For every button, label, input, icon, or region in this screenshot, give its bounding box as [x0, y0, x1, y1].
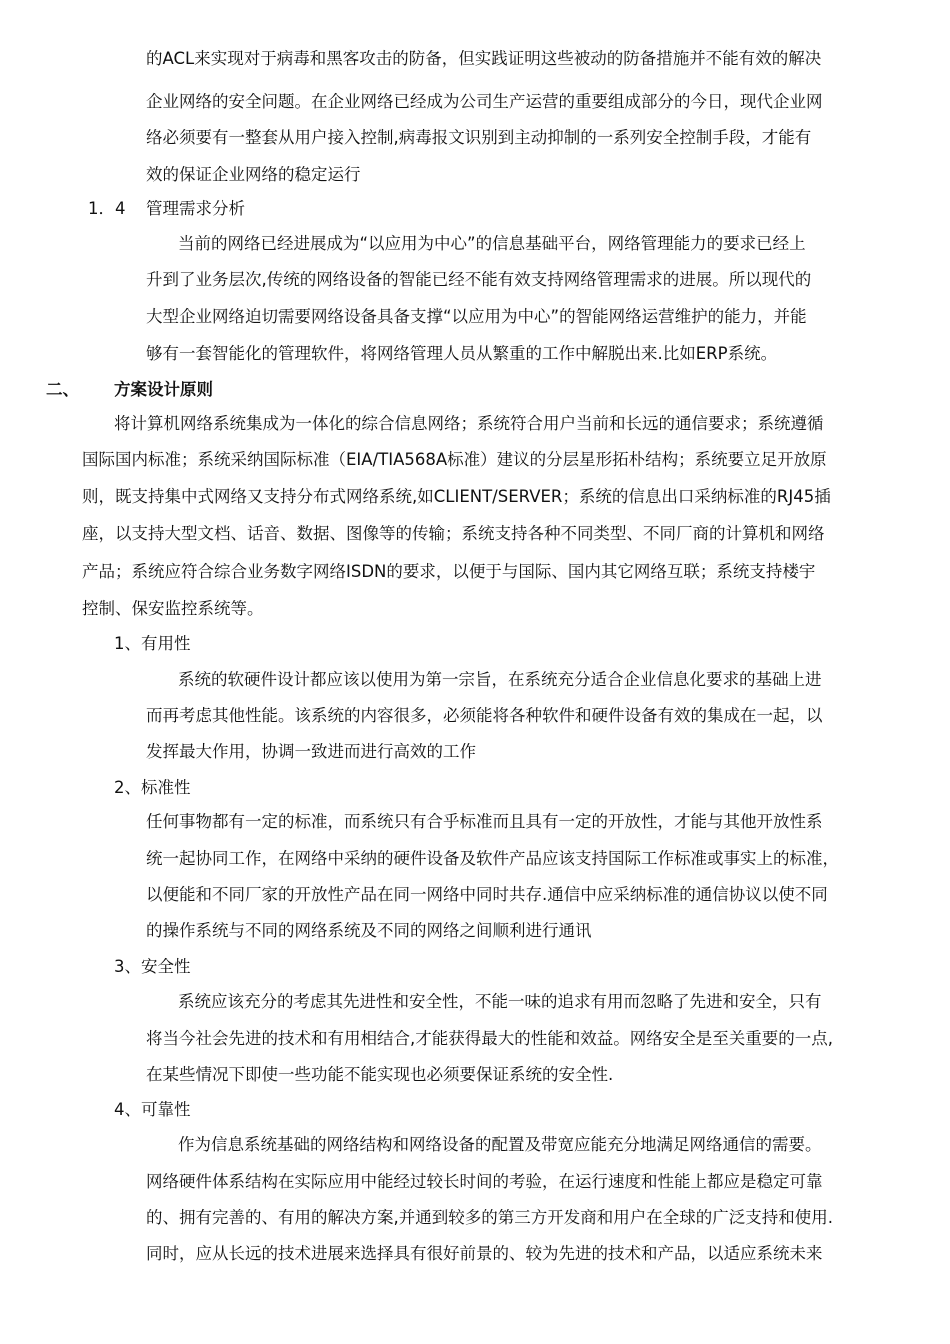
- principle-title: 3、安全性: [114, 957, 191, 976]
- paragraph-line: 而再考虑其他性能。该系统的内容很多，必须能将各种软件和硬件设备有效的集成在一起，以: [146, 706, 823, 725]
- section-title: 方案设计原则: [114, 380, 213, 399]
- paragraph-line: 将当今社会先进的技术和有用相结合,才能获得最大的性能和效益。网络安全是至关重要的一点,: [146, 1029, 833, 1048]
- paragraph-line: 升到了业务层次,传统的网络设备的智能已经不能有效支持网络管理需求的进展。所以现代的: [146, 270, 812, 289]
- paragraph-line: 则，既支持集中式网络又支持分布式网络系统,如CLIENT/SERVER；系统的信息出口采纳标准的RJ45插: [82, 487, 831, 506]
- paragraph-line: 作为信息系统基础的网络结构和网络设备的配置及带宽应能充分地满足网络通信的需要。: [178, 1135, 822, 1154]
- paragraph-line: 将计算机网络系统集成为一体化的综合信息网络；系统符合用户当前和长远的通信要求；系统遵循: [114, 414, 824, 433]
- paragraph-line: 国际国内标准；系统采纳国际标准（EIA/TIA568A标准）建议的分层星形拓朴结构；系统要立足开放原: [82, 450, 827, 469]
- paragraph-line: 同时，应从长远的技术进展来选择具有很好前景的、较为先进的技术和产品，以适应系统未来: [146, 1244, 823, 1263]
- principle-title: 4、可靠性: [114, 1100, 191, 1119]
- paragraph-line: 效的保证企业网络的稳定运行: [146, 165, 361, 184]
- paragraph-line: 在某些情况下即使一些功能不能实现也必须要保证系统的安全性.: [146, 1065, 614, 1084]
- section-title: 管理需求分析: [146, 199, 245, 218]
- paragraph-line: 络必须要有一整套从用户接入控制,病毒报文识别到主动抑制的一系列安全控制手段，才能有: [146, 128, 812, 147]
- paragraph-line: 发挥最大作用，协调一致进而进行高效的工作: [146, 742, 476, 761]
- paragraph-line: 系统的软硬件设计都应该以使用为第一宗旨，在系统充分适合企业信息化要求的基础上进: [178, 670, 822, 689]
- paragraph-line: 以便能和不同厂家的开放性产品在同一网络中同时共存.通信中应采纳标准的通信协议以使不同: [146, 885, 828, 904]
- paragraph-line: 座，以支持大型文档、话音、数据、图像等的传输；系统支持各种不同类型、不同厂商的计算机和网络: [82, 524, 825, 543]
- paragraph-line: 控制、保安监控系统等。: [82, 599, 264, 618]
- paragraph-line: 产品；系统应符合综合业务数字网络ISDN的要求，以便于与国际、国内其它网络互联；系统支持楼宇: [82, 562, 816, 581]
- section-number: 1．4: [88, 199, 126, 218]
- paragraph-line: 大型企业网络迫切需要网络设备具备支撑“以应用为中心”的智能网络运营维护的能力，并能: [146, 307, 807, 326]
- paragraph-line: 统一起协同工作，在网络中采纳的硬件设备及软件产品应该支持国际工作标准或事实上的标准，: [146, 849, 839, 868]
- section-number: 二、: [46, 380, 79, 399]
- paragraph-line: 够有一套智能化的管理软件，将网络管理人员从繁重的工作中解脱出来.比如ERP系统。: [146, 344, 778, 363]
- paragraph-line: 的ACL来实现对于病毒和黑客攻击的防备，但实践证明这些被动的防备措施并不能有效的解决: [146, 49, 822, 68]
- paragraph-line: 当前的网络已经进展成为“以应用为中心”的信息基础平台，网络管理能力的要求已经上: [178, 234, 806, 253]
- paragraph-line: 网络硬件体系结构在实际应用中能经过较长时间的考验，在运行速度和性能上都应是稳定可靠: [146, 1172, 823, 1191]
- paragraph-line: 的、拥有完善的、有用的解决方案,并通到较多的第三方开发商和用户在全球的广泛支持和使用.: [146, 1208, 833, 1227]
- paragraph-line: 企业网络的安全问题。在企业网络已经成为公司生产运营的重要组成部分的今日，现代企业网: [146, 92, 823, 111]
- paragraph-line: 任何事物都有一定的标准，而系统只有合乎标准而且具有一定的开放性，才能与其他开放性系: [146, 812, 823, 831]
- paragraph-line: 系统应该充分的考虑其先进性和安全性，不能一味的追求有用而忽略了先进和安全，只有: [178, 992, 822, 1011]
- principle-title: 1、有用性: [114, 634, 191, 653]
- principle-title: 2、标准性: [114, 778, 191, 797]
- paragraph-line: 的操作系统与不同的网络系统及不同的网络之间顺利进行通讯: [146, 921, 592, 940]
